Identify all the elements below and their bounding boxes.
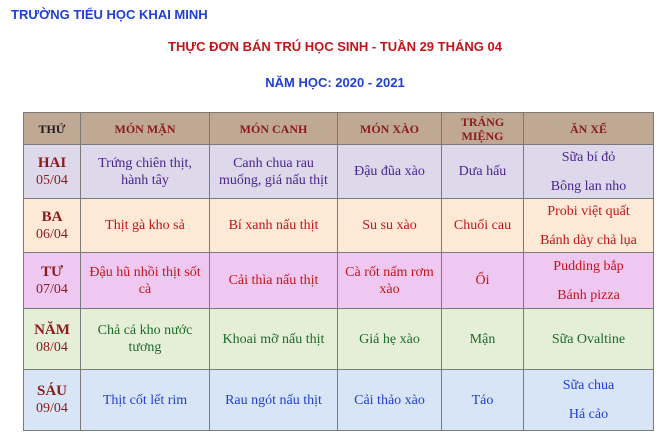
dessert-cell: Mận xyxy=(442,309,524,370)
table-header-row xyxy=(24,113,654,145)
day-date: 06/04 xyxy=(36,226,68,242)
day-name: TƯ xyxy=(41,263,63,280)
table-row xyxy=(24,309,654,370)
table-row xyxy=(24,253,654,309)
snack-item: Pudding bắp xyxy=(553,258,624,274)
day-cell xyxy=(24,309,81,370)
soup-cell: Bí xanh nấu thịt xyxy=(210,199,338,253)
snack-item: Há cảo xyxy=(568,407,609,422)
day-cell xyxy=(24,199,81,253)
stir-fry-cell: Đậu đũa xào xyxy=(338,145,442,199)
menu-title: THỰC ĐƠN BÁN TRÚ HỌC SINH - TUẦN 29 THÁNG 04 xyxy=(168,39,502,54)
snack-cell xyxy=(524,253,654,309)
soup-cell: Cải thìa nấu thịt xyxy=(210,253,338,309)
main-dish-cell: Trứng chiên thịt, hành tây xyxy=(81,145,210,199)
snack-item: Bông lan nho xyxy=(550,178,627,194)
column-header-snack: ĂN XẾ xyxy=(524,113,654,145)
soup-cell: Canh chua rau muống, giá nấu thịt xyxy=(210,145,338,199)
main-dish-cell: Thịt gà kho sả xyxy=(81,199,210,253)
dessert-cell: Ổi xyxy=(442,253,524,309)
snack-cell xyxy=(524,309,654,370)
snack-item: Bánh pizza xyxy=(557,287,620,303)
column-header-stir-fry: MÓN XÀO xyxy=(338,113,442,145)
school-year: NĂM HỌC: 2020 - 2021 xyxy=(265,75,405,90)
stir-fry-cell: Cải thảo xào xyxy=(338,370,442,431)
snack-cell xyxy=(524,145,654,199)
day-cell xyxy=(24,145,81,199)
day-cell xyxy=(24,370,81,431)
column-header-soup: MÓN CANH xyxy=(210,113,338,145)
dessert-cell: Dưa hấu xyxy=(442,145,524,199)
soup-cell: Rau ngót nấu thịt xyxy=(210,370,338,431)
stir-fry-cell: Cà rốt nấm rơm xào xyxy=(338,253,442,309)
day-date: 09/04 xyxy=(36,401,68,416)
menu-table xyxy=(23,112,654,431)
table-row xyxy=(24,199,654,253)
snack-item: Sữa bí đỏ xyxy=(561,149,616,165)
main-dish-cell: Đậu hũ nhồi thịt sốt cà xyxy=(81,253,210,309)
day-name: NĂM xyxy=(34,322,70,338)
snack-item: Sữa Ovaltine xyxy=(551,331,626,347)
day-date: 05/04 xyxy=(36,172,68,188)
day-name: SÁU xyxy=(36,383,67,399)
main-dish-cell: Chả cá kho nước tương xyxy=(81,309,210,370)
day-cell xyxy=(24,253,81,309)
stir-fry-cell: Su su xào xyxy=(338,199,442,253)
dessert-cell: Chuối cau xyxy=(442,199,524,253)
day-name: BA xyxy=(41,208,63,225)
day-date: 08/04 xyxy=(36,340,68,355)
soup-cell: Khoai mỡ nấu thịt xyxy=(210,309,338,370)
snack-item: Sữa chua xyxy=(562,378,615,393)
snack-cell xyxy=(524,370,654,431)
snack-cell xyxy=(524,199,654,253)
stir-fry-cell: Giá hẹ xào xyxy=(338,309,442,370)
column-header-main-dish: MÓN MẶN xyxy=(81,113,210,145)
table-row xyxy=(24,370,654,431)
school-name: TRƯỜNG TIỂU HỌC KHAI MINH xyxy=(11,7,208,22)
column-header-dessert: TRÁNG MIỆNG xyxy=(442,113,524,145)
table-row xyxy=(24,145,654,199)
day-date: 07/04 xyxy=(36,281,68,297)
column-header-day: THỨ xyxy=(24,113,81,145)
snack-item: Bánh dày chả lụa xyxy=(540,232,637,248)
main-dish-cell: Thịt cốt lết rim xyxy=(81,370,210,431)
snack-item: Probi việt quất xyxy=(547,203,630,219)
dessert-cell: Táo xyxy=(442,370,524,431)
day-name: HAI xyxy=(37,154,67,171)
